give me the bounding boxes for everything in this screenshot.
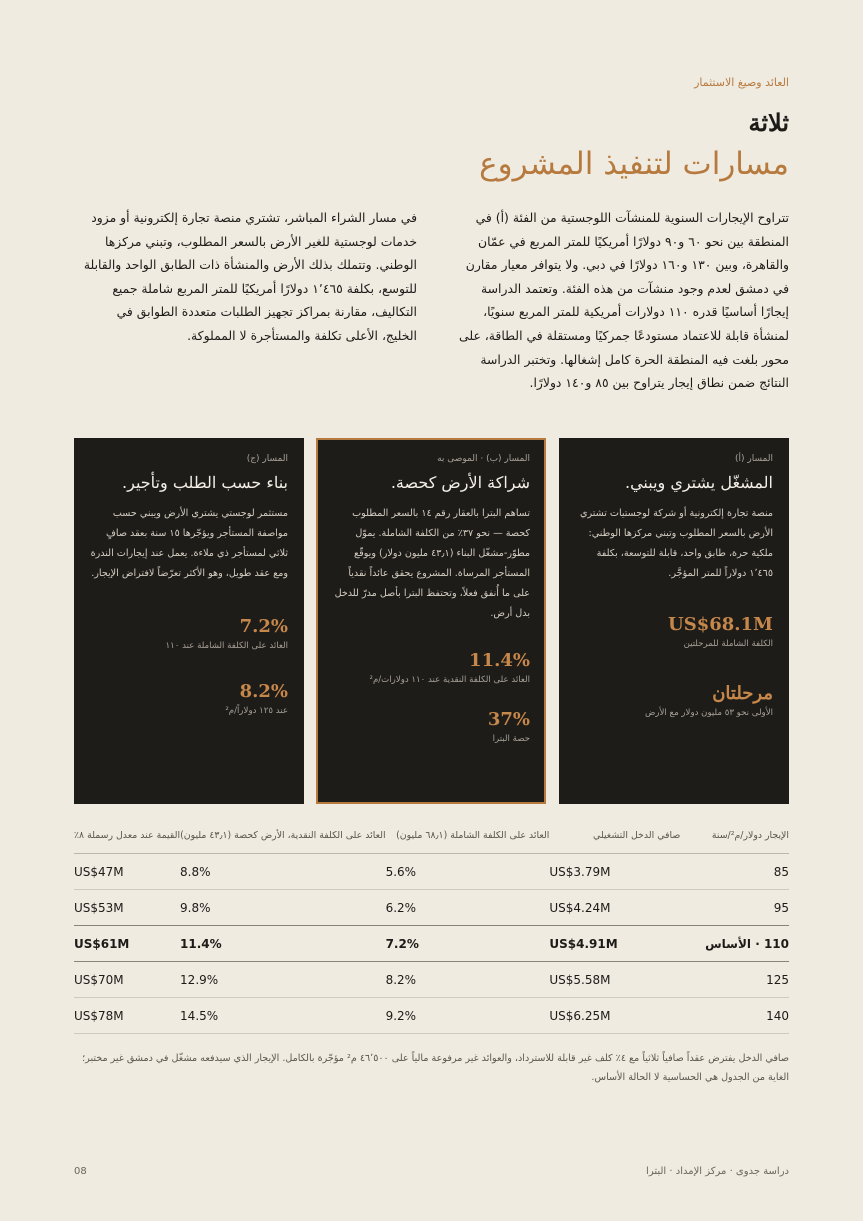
cell-yield-all-in: 9.2% [386,998,550,1034]
card-metric [332,650,530,685]
intro-paragraph-left: في مسار الشراء المباشر، تشتري منصة تجارة إلكترونية أو مزود خدمات لوجستية للغير الأرض بالسعر المطلوب، وتبني مركزها الوطني. وتتملك بذلك الأرض والمنشأة ذات الطابق الواحد والقابلة للتوسع، بكلفة ١٬٤٦٥ دولارًا أمريكيًا للمتر المربع شاملة جميع التكاليف، مقارنة بمراكز تجهيز الطلبات متعددة الطوابق في الخليج، الأعلى تكلفة والمستأجرة لا المملوكة. [83,210,417,343]
cell-value: US$70M [74,962,180,998]
cell-yield-cash: 11.4% [180,926,386,962]
table-row [74,998,789,1034]
cell-rent: 140 [680,998,789,1034]
running-footer: دراسة جدوى · مركز الإمداد · البترا [646,1166,789,1177]
cell-noi: US$4.24M [549,890,680,926]
cell-noi: US$3.79M [549,854,680,890]
cell-yield-cash: 8.8% [180,854,386,890]
cell-noi: US$6.25M [549,998,680,1034]
section-title: مسارات لتنفيذ المشروع [479,146,789,182]
card-kicker: المسار (ج) [246,454,288,464]
table-footnote: صافي الدخل يفترض عقداً صافياً ثلاثياً مع ٤٪ كلف غير قابلة للاسترداد، والعوائد غير مرفوعة مالياً على ٤٦٬٥٠٠ م² مؤجّرة بالكامل. الإيجار الذي سيدفعه مشغّل في دمشق غير مختبر؛ الغاية من الجدول هي الحساسية لا الحالة الأساس. [82,1053,789,1083]
table-row [74,962,789,998]
cell-value: US$61M [74,926,180,962]
cell-value: US$53M [74,890,180,926]
card-kicker: المسار (أ) [735,454,773,464]
card-kicker: المسار (ب) · الموصى به [437,454,530,464]
card-title: شراكة الأرض كحصة. [390,473,530,492]
metric-value: 8.2% [239,681,288,702]
card-description: منصة تجارة إلكترونية أو شركة لوجستيات تشتري الأرض بالسعر المطلوب وتبني مركزها الوطني: ملكية حرة، طابق واحد، قابلة للتوسعة، بكلفة ١٬٤٦٥ دولاراً للمتر المؤجَّر. [579,508,773,579]
path-card-a [559,438,789,804]
card-metric [90,616,288,651]
cell-value: US$78M [74,998,180,1034]
metric-value: US$68.1M [668,614,773,635]
table-row [74,854,789,890]
card-description: مستثمر لوجستي يشتري الأرض ويبني حسب مواصفة المستأجر ويؤجّرها ١٥ سنة بعقد صافٍ ثلاثي لمستأجر ذي ملاءة. يعمل عند إيجارات الندرة ومع عقد طويل، وهو الأكثر تعرّضاً لافتراض الإيجار. [90,508,288,579]
card-metric [332,709,530,744]
metric-label: الكلفة الشاملة للمرحلتين [683,639,773,649]
metric-value: مرحلتان [712,683,773,704]
header-noi: صافي الدخل التشغيلي [549,826,680,854]
metric-label: الأولى نحو ٥٣ مليون دولار مع الأرض [644,708,773,718]
page-number: 08 [74,1166,87,1177]
card-description: تساهم البترا بالعقار رقم ١٤ بالسعر المطلوب كحصة — نحو ٣٧٪ من الكلفة الشاملة. يموّل مطوّر-مشغّل البناء (٤٣٫١ مليون دولار) ويوقّع المستأجر المرساة. المشروع يحقق عائداً نقدياً على ما أُنفق فعلاً، وتحتفظ البترا بأصل مدرّ للدخل بدل أرض. [334,508,530,619]
cell-rent: 125 [680,962,789,998]
cell-rent: 110 · الأساس [680,926,789,962]
cell-rent: 85 [680,854,789,890]
card-metric [575,683,773,718]
metric-label: العائد على الكلفة الشاملة عند ١١٠ [165,641,288,651]
card-title: المشغّل يشتري ويبني. [624,473,773,492]
cell-value: US$47M [74,854,180,890]
rent-sensitivity-table [74,826,789,1034]
header-value: القيمة عند معدل رسملة ٨٪ [74,826,180,854]
cell-noi: US$5.58M [549,962,680,998]
intro-paragraph-right: تتراوح الإيجارات السنوية للمنشآت اللوجستية من الفئة (أ) في المنطقة بين نحو ٦٠ و٩٠ دولارًا أمريكيًا للمتر المربع في عمّان والقاهرة، وبين ١٣٠ و١٦٠ دولارًا في دبي. ولا يتوافر معيار مقارن في دمشق لعدم وجود منشآت من هذه الفئة. وتعتمد الدراسة إيجارًا أساسيًا قدره ١١٠ دولارات أمريكية للمتر المربع سنويًا، لمنشأة قابلة للاعتماد مستودعًا جمركيًا ومستقلة في الطاقة، على محور بلغت فيه المنطقة الحرة كامل إشغالها. وتختبر الدراسة النتائج ضمن نطاق إيجار يتراوح بين ٨٥ و١٤٠ دولارًا. [459,210,789,391]
path-card-c [74,438,304,804]
metric-label: حصة البترا [492,734,530,744]
metric-value: 37% [487,709,530,730]
table-row [74,890,789,926]
metric-label: عند ١٢٥ دولاراً/م² [225,706,288,716]
cell-yield-all-in: 6.2% [386,890,550,926]
cell-yield-all-in: 8.2% [386,962,550,998]
header-yield-cash: العائد على الكلفة النقدية، الأرض كحصة (٤٣٫١ مليون) [180,826,386,854]
cell-yield-cash: 12.9% [180,962,386,998]
header-yield-all-in: العائد على الكلفة الشاملة (٦٨٫١ مليون) [386,826,550,854]
table-header-row [74,826,789,854]
card-metric [575,614,773,649]
section-number: ثلاثة [748,108,789,137]
card-metric [90,681,288,716]
header-rent: الإيجار دولار/م²/سنة [680,826,789,854]
cell-yield-all-in: 7.2% [386,926,550,962]
card-title: بناء حسب الطلب وتأجير. [122,473,288,492]
table-row-base-case [74,926,789,962]
metric-value: 11.4% [469,650,530,671]
metric-value: 7.2% [239,616,288,637]
metric-label: العائد على الكلفة النقدية عند ١١٠ دولارات/م² [369,675,530,685]
path-card-b [316,438,546,804]
cell-noi: US$4.91M [549,926,680,962]
cell-yield-all-in: 5.6% [386,854,550,890]
cell-rent: 95 [680,890,789,926]
cell-yield-cash: 14.5% [180,998,386,1034]
cell-yield-cash: 9.8% [180,890,386,926]
section-kicker: العائد وصيغ الاستثمار [694,76,789,89]
